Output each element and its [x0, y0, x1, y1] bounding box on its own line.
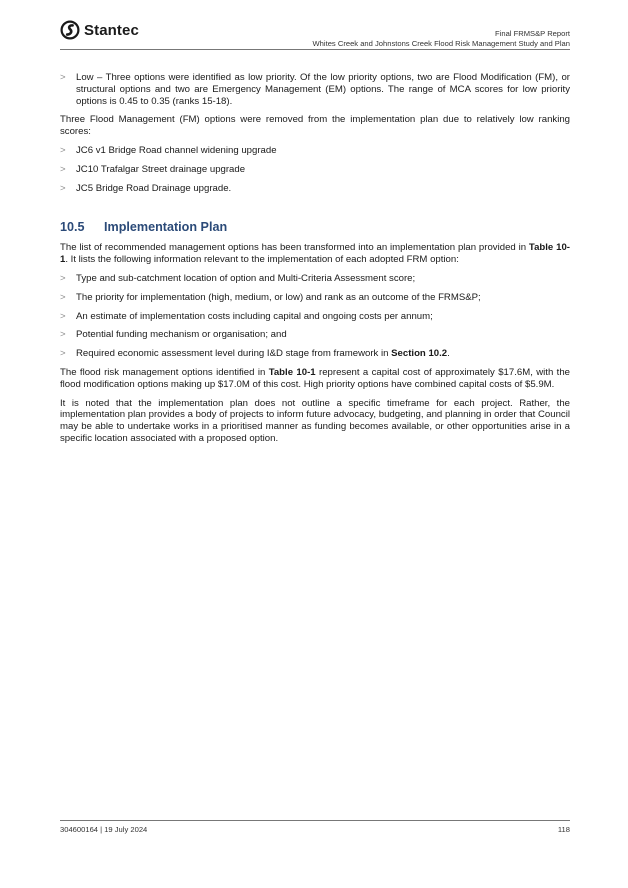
- list-item-text: Potential funding mechanism or organisation; and: [76, 329, 287, 341]
- footer-divider: [60, 820, 570, 821]
- list-item-text: Type and sub-catchment location of option and Multi-Criteria Assessment score;: [76, 272, 416, 284]
- list-item: [60, 183, 570, 195]
- section-heading: [60, 220, 570, 235]
- section-number: 10.5: [60, 220, 85, 235]
- page-number: 118: [557, 825, 570, 834]
- bullet-marker-icon: >: [60, 163, 66, 175]
- list-item-text: The priority for implementation (high, medium, or low) and rank as an outcome of the FRMS&P;: [76, 291, 481, 303]
- bullet-marker-icon: >: [60, 348, 66, 360]
- footer-doc-ref: 304600164 | 19 July 2024: [60, 825, 148, 834]
- list-item: [60, 311, 570, 323]
- section-title: Implementation Plan: [104, 220, 228, 235]
- report-title: Final FRMS&P Report: [495, 29, 570, 38]
- list-item: [60, 273, 570, 285]
- bullet-marker-icon: >: [60, 310, 66, 322]
- bullet-marker-icon: >: [60, 144, 66, 156]
- stantec-logo: [60, 20, 139, 40]
- table-reference: Table 10-1: [60, 242, 570, 266]
- bullet-marker-icon: >: [60, 272, 66, 284]
- bullet-marker-icon: >: [60, 72, 66, 83]
- list-item: [60, 145, 570, 157]
- header-divider: [60, 49, 570, 50]
- bullet-marker-icon: >: [60, 182, 66, 194]
- stantec-logo-icon: [60, 20, 80, 40]
- low-priority-bullet: [60, 72, 570, 107]
- list-item: [60, 164, 570, 176]
- bullet-marker-icon: >: [60, 291, 66, 303]
- removed-options-paragraph: Three Flood Management (FM) options were removed from the implementation plan due to relatively low ranking scores:: [60, 114, 570, 138]
- removed-options-list: [60, 145, 570, 194]
- list-item-text: Required economic assessment level during I&D stage from framework in Section 10.2.: [76, 348, 450, 360]
- logo-wordmark: Stantec: [84, 21, 139, 39]
- cost-paragraph: The flood risk management options identified in Table 10-1 represent a capital cost of approximately $17.6M, with the flood modification options making up $17.0M of this cost. High priority options have combined capital costs of $5.9M.: [60, 366, 571, 390]
- table-reference: Table 10-1: [268, 366, 316, 378]
- list-item: [60, 348, 570, 360]
- section-intro-text-end: . It lists the following information relevant to the implementation of each adopted FRM option:: [65, 254, 459, 266]
- report-subtitle: Whites Creek and Johnstons Creek Flood Risk Management Study and Plan: [312, 39, 570, 48]
- list-item-text: JC10 Trafalgar Street drainage upgrade: [76, 163, 246, 175]
- low-priority-text: Low – Three options were identified as low priority. Of the low priority options, two are Flood Modification (FM), or structural options and two are Emergency Management (EM) options. The range of MCA scores for low priority options is 0.45 to 0.35 (ranks 15-18).: [76, 72, 570, 107]
- implementation-info-list: [60, 273, 570, 360]
- list-item-text: JC5 Bridge Road Drainage upgrade.: [76, 182, 232, 194]
- report-header: [313, 29, 570, 49]
- page-body: [60, 72, 570, 452]
- timeframe-paragraph: It is noted that the implementation plan does not outline a specific timeframe for each project. Rather, the implementation plan provides a body of projects to inform future advocacy, budgeting, and planning in order that Council may be able to undertake works in a prioritised manner as funding becomes available, or other opportunities arise in a specific location associated with a proposed option.: [60, 397, 570, 444]
- list-item-text: JC6 v1 Bridge Road channel widening upgrade: [76, 144, 277, 156]
- section-intro-text: The list of recommended management options has been transformed into an implementation plan provided in: [60, 242, 529, 254]
- section-intro-paragraph: [60, 242, 570, 266]
- bullet-marker-icon: >: [60, 329, 66, 341]
- section-reference: Section 10.2: [391, 348, 448, 360]
- list-item: [60, 292, 570, 304]
- list-item: [60, 329, 570, 341]
- list-item-text: An estimate of implementation costs including capital and ongoing costs per annum;: [76, 310, 433, 322]
